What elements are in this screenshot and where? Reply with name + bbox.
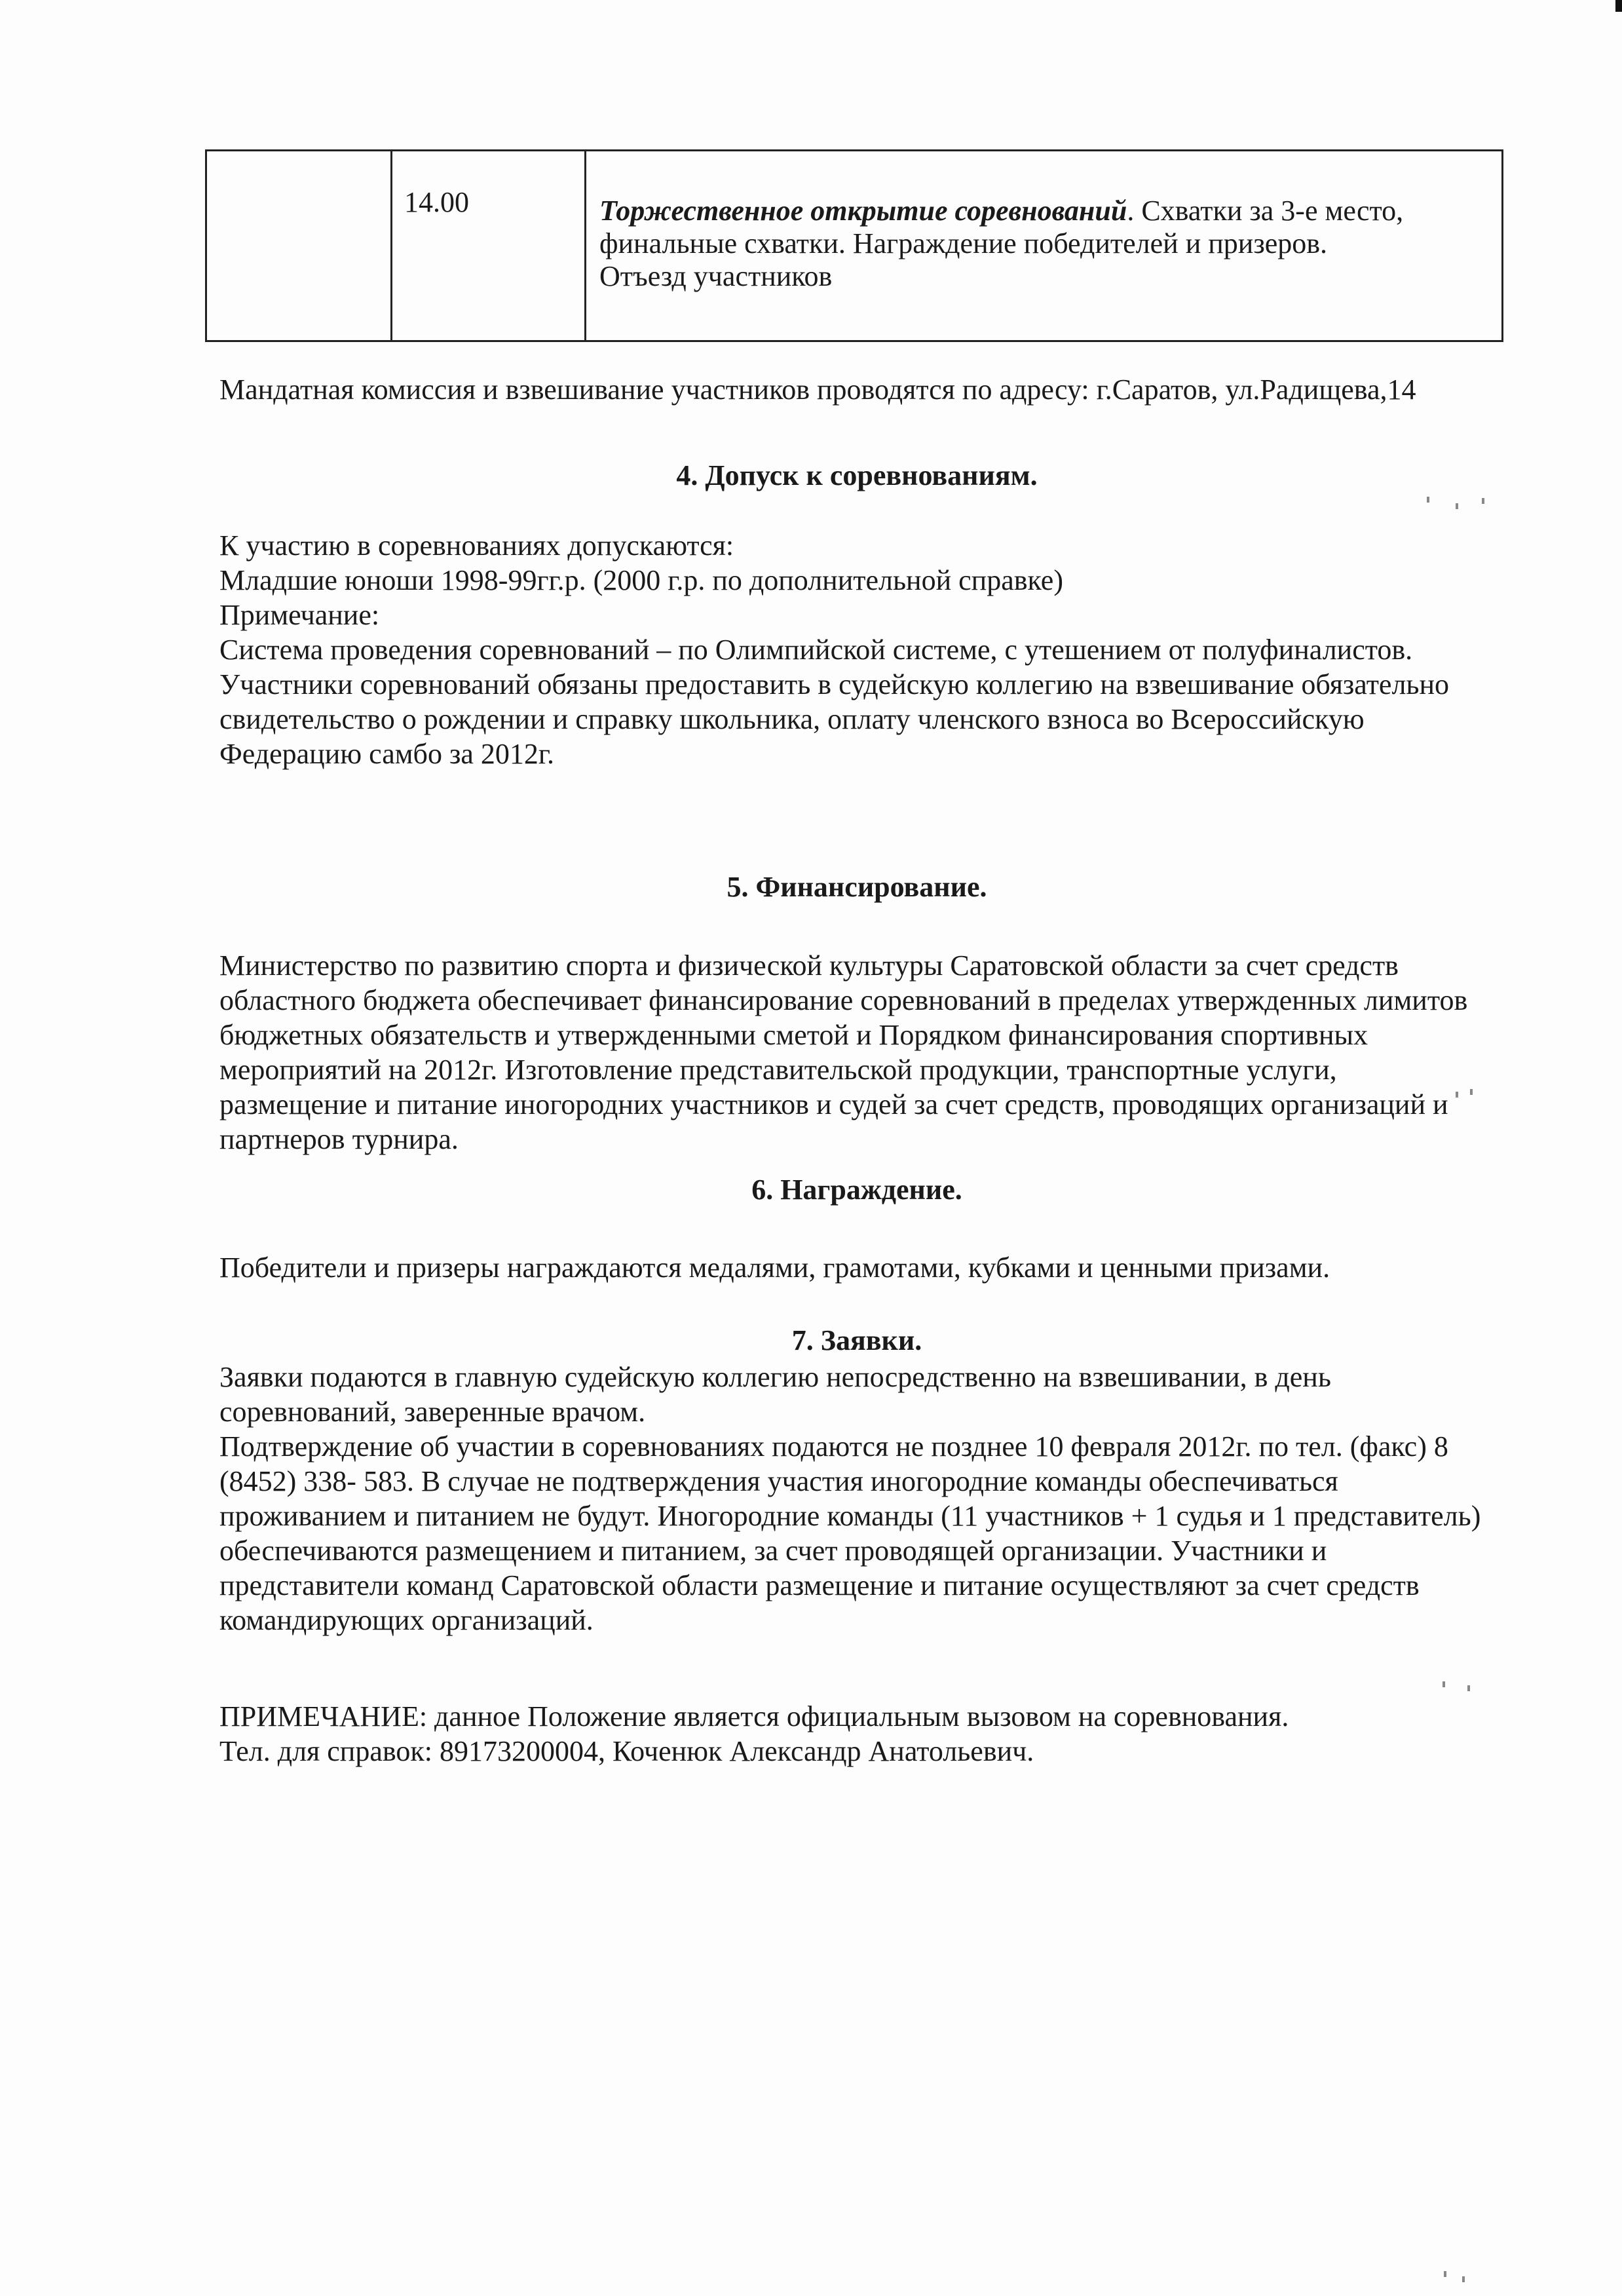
applications-text-2: Подтверждение об участии в соревнованиях подаются не позднее 10 февраля 2012г. по тел. (факс) 8 (8452) 338- 583. В случае не подтверждения участия иногородние команды обеспечиваться проживанием и питанием не будут. Иногородние команды (11 участников + 1 судья и 1 представитель) обеспечиваются размещением и питанием, за счет проводящей организации. Участники и представители команд Саратовской области размещение и питание осуществляют за счет средств командирующих организаций. bbox=[219, 1430, 1481, 1636]
section-4-body bbox=[219, 528, 1490, 771]
applications-text-1: Заявки подаются в главную судейскую коллегию непосредственно на взвешивании, в день соревнований, заверенные врачом. bbox=[219, 1361, 1331, 1428]
section-5-heading: 5. Финансирование. bbox=[726, 871, 987, 903]
schedule-event-details: . Схватки за 3-е место, финальные схватки. Награждение победителей и призеров. bbox=[599, 195, 1404, 259]
schedule-cell-description bbox=[586, 151, 1501, 340]
section-7-heading: 7. Заявки. bbox=[791, 1324, 922, 1356]
note-label: Примечание: bbox=[219, 599, 380, 631]
contact-line: Тел. для справок: 89173200004, Коченюк Александр Анатольевич. bbox=[219, 1735, 1034, 1767]
scan-speck bbox=[1456, 1092, 1458, 1098]
section-6-heading: 6. Награждение. bbox=[751, 1174, 962, 1206]
financing-text: Министерство по развитию спорта и физической культуры Саратовской области за счет средств областного бюджета обеспечивает финансирование соревнований в пределах утвержденных лимитов бюджетных обязательств и утвержденными сметой и Порядком финансирования спортивных мероприятий на 2012г. Изготовление представительской продукции, транспортные услуги, размещение и питание иногородних участников и судей за счет средств, проводящих организаций и партнеров турнира. bbox=[219, 949, 1468, 1155]
schedule-cell-time: 14.00 bbox=[392, 151, 586, 340]
schedule-table bbox=[205, 149, 1503, 342]
scan-speck bbox=[1470, 1089, 1473, 1095]
section-7-body bbox=[219, 1360, 1490, 1637]
participant-obligation: Участники соревнований обязаны предоставить в судейскую коллегию на взвешивание обязательно свидетельство о рождении и справку школьника, оплату членского взноса во Всероссийскую Федерацию самбо за 2012г. bbox=[219, 668, 1450, 770]
schedule-cell-date bbox=[207, 151, 392, 340]
section-4-heading: 4. Допуск к соревнованиям. bbox=[676, 459, 1038, 491]
scan-speck bbox=[1456, 503, 1458, 509]
awards-text: Победители и призеры награждаются медалями, грамотами, кубками и ценными призами. bbox=[219, 1252, 1330, 1284]
official-call-note: ПРИМЕЧАНИЕ: данное Положение является официальным вызовом на соревнования. bbox=[219, 1700, 1289, 1732]
scan-speck bbox=[1467, 1685, 1470, 1691]
weigh-in-text: Мандатная комиссия и взвешивание участников проводятся по адресу: г.Саратов, ул.Радищева,14 bbox=[219, 373, 1416, 406]
scan-speck bbox=[1443, 1681, 1445, 1687]
scan-speck bbox=[1444, 2271, 1446, 2277]
scan-speck bbox=[1482, 498, 1484, 504]
scan-corner-mark bbox=[1615, 0, 1622, 12]
schedule-event-title: Торжественное открытие соревнований bbox=[599, 195, 1127, 227]
weigh-in-location bbox=[219, 372, 1490, 407]
section-6-body bbox=[219, 1250, 1490, 1285]
footer-note-block bbox=[219, 1699, 1490, 1769]
section-5-body bbox=[219, 948, 1490, 1157]
schedule-departure: Отъезд участников bbox=[599, 260, 833, 292]
admission-intro: К участию в соревнованиях допускаются: bbox=[219, 529, 734, 562]
scan-speck bbox=[1427, 497, 1429, 503]
admission-age: Младшие юноши 1998-99гг.р. (2000 г.р. по дополнительной справке) bbox=[219, 564, 1063, 596]
scan-speck bbox=[1462, 2276, 1465, 2282]
competition-system: Система проведения соревнований – по Олимпийской системе, с утешением от полуфиналистов. bbox=[219, 634, 1413, 666]
